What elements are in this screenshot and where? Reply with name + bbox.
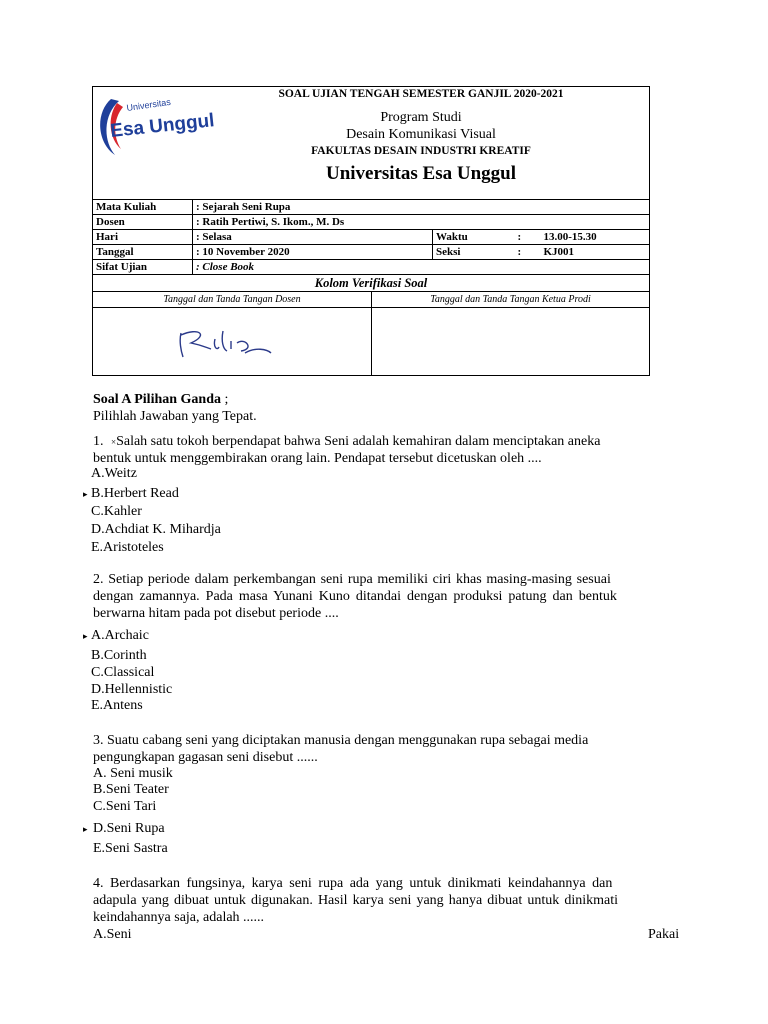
section-title: [93, 391, 228, 408]
row-dosen: [93, 215, 650, 230]
q3-option-a: A. Seni musik: [93, 766, 173, 781]
answer-marker-icon: ▸: [83, 824, 88, 834]
q4-line2: adapula yang dibuat untuk digunakan. Hasil karya seni yang hanya dibuat untuk dinikmati: [93, 893, 619, 908]
logo-small-text: Universitas: [125, 96, 172, 113]
row-tanggal: [93, 245, 650, 260]
q1-text-1: Salah satu tokoh berpendapat bahwa Seni adalah kemahiran dalam menciptakan aneka: [116, 434, 601, 449]
q4-option-a-continuation: Pakai: [648, 927, 680, 942]
q1-line1: [93, 433, 600, 451]
program-name: Desain Komunikasi Visual: [346, 127, 496, 142]
q3-line1: 3. Suatu cabang seni yang diciptakan manusia dengan menggunakan rupa sebagai media: [93, 733, 589, 748]
sifat-value: : Close Book: [193, 260, 650, 275]
q2-option-b: B.Corinth: [91, 648, 147, 663]
logo-big-text: Esa Unggul: [109, 110, 216, 142]
q4-line1: 4. Berdasarkan fungsinya, karya seni rupa ada yang untuk dinikmati keindahannya dan: [93, 876, 613, 891]
q2-option-c: C.Classical: [91, 665, 155, 680]
exam-header: [92, 86, 650, 200]
program-label: Program Studi: [380, 110, 462, 125]
q1-option-c: C.Kahler: [91, 504, 142, 519]
q3-option-e: E.Seni Sastra: [93, 841, 168, 856]
q3-option-b: B.Seni Teater: [93, 782, 169, 797]
q2-line2: dengan zamannya. Pada masa Yunani Kuno ditandai dengan produksi patung dan bentuk: [93, 589, 617, 604]
q2-option-d: D.Hellennistic: [91, 682, 173, 697]
q1-line2: bentuk untuk menggembirakan orang lain. Pendapat tersebut dicetuskan oleh ....: [93, 451, 542, 466]
q2-option-e: E.Antens: [91, 698, 143, 713]
waktu-value: 13.00-15.30: [541, 230, 650, 245]
x-mark-icon: ×: [111, 437, 117, 447]
q1-option-a: A.Weitz: [91, 466, 137, 481]
verification-box: [92, 275, 650, 376]
mk-label: Mata Kuliah: [93, 200, 193, 215]
faculty-name: FAKULTAS DESAIN INDUSTRI KREATIF: [311, 145, 531, 157]
lecturer-signature: [175, 325, 275, 361]
q3-option-c: C.Seni Tari: [93, 799, 157, 814]
section-title-suffix: ;: [221, 392, 229, 407]
mk-value: : Sejarah Seni Rupa: [193, 200, 650, 215]
seksi-value: KJ001: [541, 245, 650, 260]
waktu-label: Waktu: [433, 230, 515, 245]
section-instruction: Pilihlah Jawaban yang Tepat.: [93, 409, 257, 424]
q1-option-e: E.Aristoteles: [91, 540, 164, 555]
q1-option-b: B.Herbert Read: [91, 486, 179, 501]
q3-line2: pengungkapan gagasan seni disebut ......: [93, 750, 318, 765]
dosen-value: : Ratih Pertiwi, S. Ikom., M. Ds: [193, 215, 650, 230]
hari-value: : Selasa: [193, 230, 433, 245]
tanggal-value: : 10 November 2020: [193, 245, 433, 260]
q4-line3: keindahannya saja, adalah ......: [93, 910, 265, 925]
q4-option-a: A.Seni: [93, 927, 132, 942]
section-title-text: Soal A Pilihan Ganda: [93, 392, 221, 407]
head-signature-header: Tanggal dan Tanda Tangan Ketua Prodi: [372, 292, 649, 308]
sifat-label: Sifat Ujian: [93, 260, 193, 275]
seksi-label: Seksi: [433, 245, 515, 260]
row-mata-kuliah: [93, 200, 650, 215]
row-hari: [93, 230, 650, 245]
answer-marker-icon: ▸: [83, 489, 88, 499]
seksi-colon: :: [515, 245, 541, 260]
verification-title: Kolom Verifikasi Soal: [93, 275, 649, 292]
exam-title: SOAL UJIAN TENGAH SEMESTER GANJIL 2020-2021: [278, 88, 564, 100]
verification-divider: [371, 307, 372, 375]
dosen-label: Dosen: [93, 215, 193, 230]
answer-marker-icon: ▸: [83, 631, 88, 641]
q1-number: 1.: [93, 434, 104, 449]
q3-option-d: D.Seni Rupa: [93, 821, 165, 836]
row-sifat-ujian: [93, 260, 650, 275]
hari-label: Hari: [93, 230, 193, 245]
q2-option-a: A.Archaic: [91, 628, 149, 643]
q2-line3: berwarna hitam pada pot disebut periode ....: [93, 606, 339, 621]
q2-line1: 2. Setiap periode dalam perkembangan seni rupa memiliki ciri khas masing-masing sesuai: [93, 572, 611, 587]
course-info-table: [92, 199, 650, 275]
q1-option-d: D.Achdiat K. Mihardja: [91, 522, 221, 537]
waktu-colon: :: [515, 230, 541, 245]
lecturer-signature-header: Tanggal dan Tanda Tangan Dosen: [93, 292, 372, 308]
esa-unggul-logo: [97, 91, 216, 161]
tanggal-label: Tanggal: [93, 245, 193, 260]
university-name: Universitas Esa Unggul: [325, 163, 517, 184]
